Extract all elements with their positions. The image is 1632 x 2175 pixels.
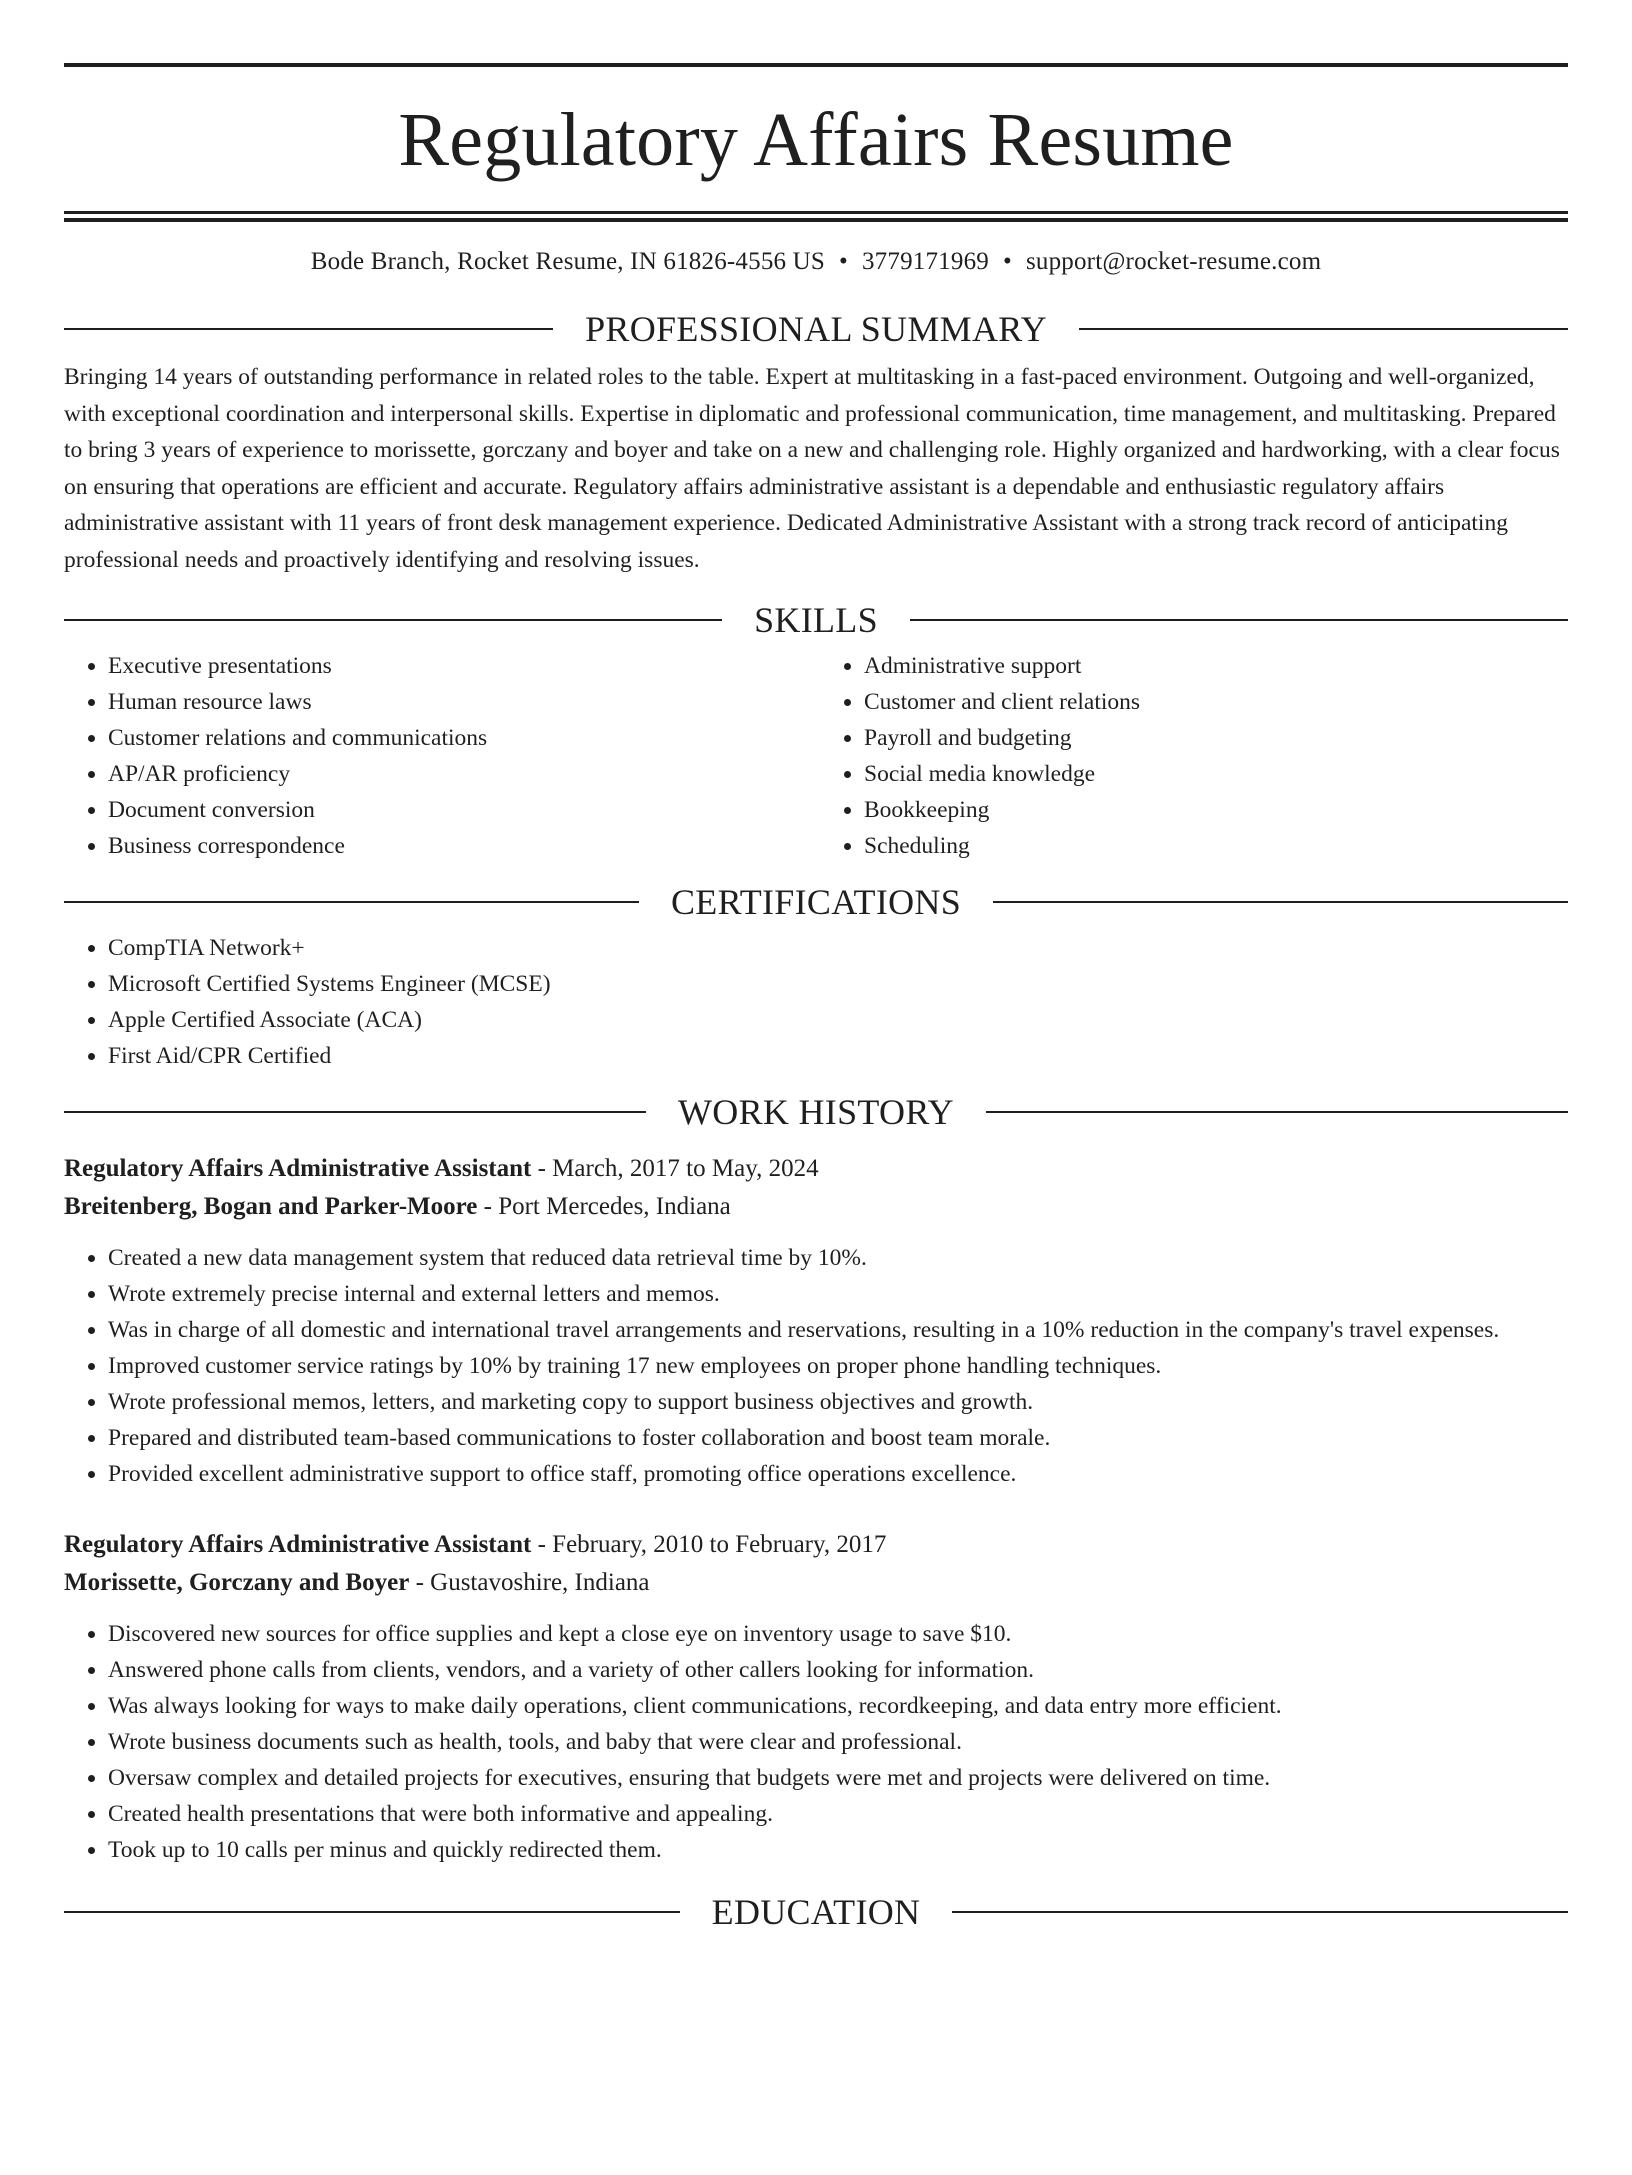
heading-rule — [910, 619, 1568, 621]
resume-title: Regulatory Affairs Resume — [398, 98, 1234, 182]
job-title: Regulatory Affairs Administrative Assistant — [64, 1155, 532, 1182]
skills-columns — [64, 648, 1568, 864]
work-section-heading — [64, 1092, 1568, 1132]
job-company-line — [64, 1564, 1568, 1602]
skill-item: • Bookkeeping — [864, 792, 1568, 828]
summary-heading: PROFESSIONAL SUMMARY — [585, 309, 1047, 349]
skill-item: • Human resource laws — [108, 684, 812, 720]
certifications-list — [64, 930, 1568, 1074]
skill-item: • Payroll and budgeting — [864, 720, 1568, 756]
skills-list-left — [64, 648, 812, 864]
job-bullet: • Provided excellent administrative support to office staff, promoting office operations excellence. — [108, 1456, 1568, 1492]
education-heading: EDUCATION — [711, 1892, 921, 1932]
job-bullet: • Improved customer service ratings by 10% by training 17 new employees on proper phone handling techniques. — [108, 1348, 1568, 1384]
job-bullet: • Was always looking for ways to make daily operations, client communications, recordkeeping, and data entry more efficient. — [108, 1688, 1568, 1724]
job-bullet: • Discovered new sources for office supplies and kept a close eye on inventory usage to save $10. — [108, 1616, 1568, 1652]
heading-rule — [64, 1111, 646, 1113]
job-bullet: • Wrote professional memos, letters, and marketing copy to support business objectives and growth. — [108, 1384, 1568, 1420]
heading-rule — [993, 901, 1568, 903]
job-bullet: • Was in charge of all domestic and international travel arrangements and reservations, resulting in a 10% reduction in the company's travel expenses. — [108, 1312, 1568, 1348]
job-company: Breitenberg, Bogan and Parker-Moore — [64, 1193, 478, 1220]
skill-item: • Executive presentations — [108, 648, 812, 684]
skill-item: • Scheduling — [864, 828, 1568, 864]
heading-rule — [64, 1911, 680, 1913]
certification-item: • Microsoft Certified Systems Engineer (MCSE) — [108, 966, 1568, 1002]
certifications-section-heading — [64, 882, 1568, 922]
heading-rule — [952, 1911, 1568, 1913]
job-bullets — [64, 1240, 1568, 1492]
skill-item: • AP/AR proficiency — [108, 756, 812, 792]
skill-item: • Customer relations and communications — [108, 720, 812, 756]
job-bullet: • Took up to 10 calls per minus and quickly redirected them. — [108, 1832, 1568, 1868]
top-rule — [64, 63, 1568, 67]
resume-page — [0, 63, 1632, 2175]
job-dates: - March, 2017 to May, 2024 — [531, 1155, 819, 1182]
contact-email: support@rocket-resume.com — [1025, 248, 1322, 275]
contact-phone: 3779171969 — [861, 248, 989, 275]
job-bullet: • Wrote extremely precise internal and external letters and memos. — [108, 1276, 1568, 1312]
skill-item: • Administrative support — [864, 648, 1568, 684]
job-company: Morissette, Gorczany and Boyer — [64, 1569, 410, 1596]
skill-item: • Customer and client relations — [864, 684, 1568, 720]
job-bullet: • Prepared and distributed team-based communications to foster collaboration and boost team morale. — [108, 1420, 1568, 1456]
contact-address: Bode Branch, Rocket Resume, IN 61826-4556 US — [310, 248, 826, 275]
certification-item: • Apple Certified Associate (ACA) — [108, 1002, 1568, 1038]
heading-rule — [64, 901, 639, 903]
job-bullet: • Created a new data management system that reduced data retrieval time by 10%. — [108, 1240, 1568, 1276]
job-company-line — [64, 1188, 1568, 1226]
certification-item: • First Aid/CPR Certified — [108, 1038, 1568, 1074]
heading-rule — [1079, 328, 1568, 330]
heading-rule — [986, 1111, 1568, 1113]
job-location: - Port Mercedes, Indiana — [477, 1193, 731, 1220]
heading-rule — [64, 328, 553, 330]
job-title-line — [64, 1526, 1568, 1564]
heading-rule — [64, 619, 722, 621]
skills-section-heading — [64, 600, 1568, 640]
job-entry — [64, 1526, 1568, 1868]
job-bullet: • Wrote business documents such as health, tools, and baby that were clear and professional. — [108, 1724, 1568, 1760]
skill-item: • Document conversion — [108, 792, 812, 828]
contact-line — [64, 247, 1568, 277]
title-double-rule — [64, 211, 1568, 222]
skills-list-right — [812, 648, 1568, 864]
skill-item: • Business correspondence — [108, 828, 812, 864]
job-location: - Gustavoshire, Indiana — [409, 1569, 650, 1596]
job-bullet: • Answered phone calls from clients, vendors, and a variety of other callers looking for information. — [108, 1652, 1568, 1688]
summary-text: Bringing 14 years of outstanding performance in related roles to the table. Expert at multitasking in a fast-paced environment. Outgoing and well-organized, with exceptional coordination and interpersonal skills. Expertise in diplomatic and professional communication, time management, and multitasking. Prepared to bring 3 years of experience to morissette, gorczany and boyer and take on a new and challenging role. Highly organized and hardworking, with a clear focus on ensuring that operations are efficient and accurate. Regulatory affairs administrative assistant is a dependable and enthusiastic regulatory affairs administrative assistant with 11 years of front desk management experience. Dedicated Administrative Assistant with a strong track record of anticipating professional needs and proactively identifying and resolving issues. — [64, 364, 1560, 573]
job-bullet: • Oversaw complex and detailed projects for executives, ensuring that budgets were met and projects were delivered on time. — [108, 1760, 1568, 1796]
contact-separator: • — [1002, 248, 1012, 275]
education-section-heading — [64, 1892, 1568, 1932]
job-dates: - February, 2010 to February, 2017 — [531, 1531, 887, 1558]
certifications-heading: CERTIFICATIONS — [670, 882, 962, 922]
job-entry — [64, 1150, 1568, 1492]
skills-heading: SKILLS — [754, 600, 878, 640]
work-heading: WORK HISTORY — [678, 1092, 954, 1132]
job-title: Regulatory Affairs Administrative Assistant — [64, 1531, 532, 1558]
contact-separator: • — [839, 248, 848, 275]
skill-item: • Social media knowledge — [864, 756, 1568, 792]
job-bullets — [64, 1616, 1568, 1868]
certification-item: • CompTIA Network+ — [108, 930, 1568, 966]
job-bullet: • Created health presentations that were both informative and appealing. — [108, 1796, 1568, 1832]
job-title-line — [64, 1150, 1568, 1188]
summary-section-heading — [64, 309, 1568, 349]
